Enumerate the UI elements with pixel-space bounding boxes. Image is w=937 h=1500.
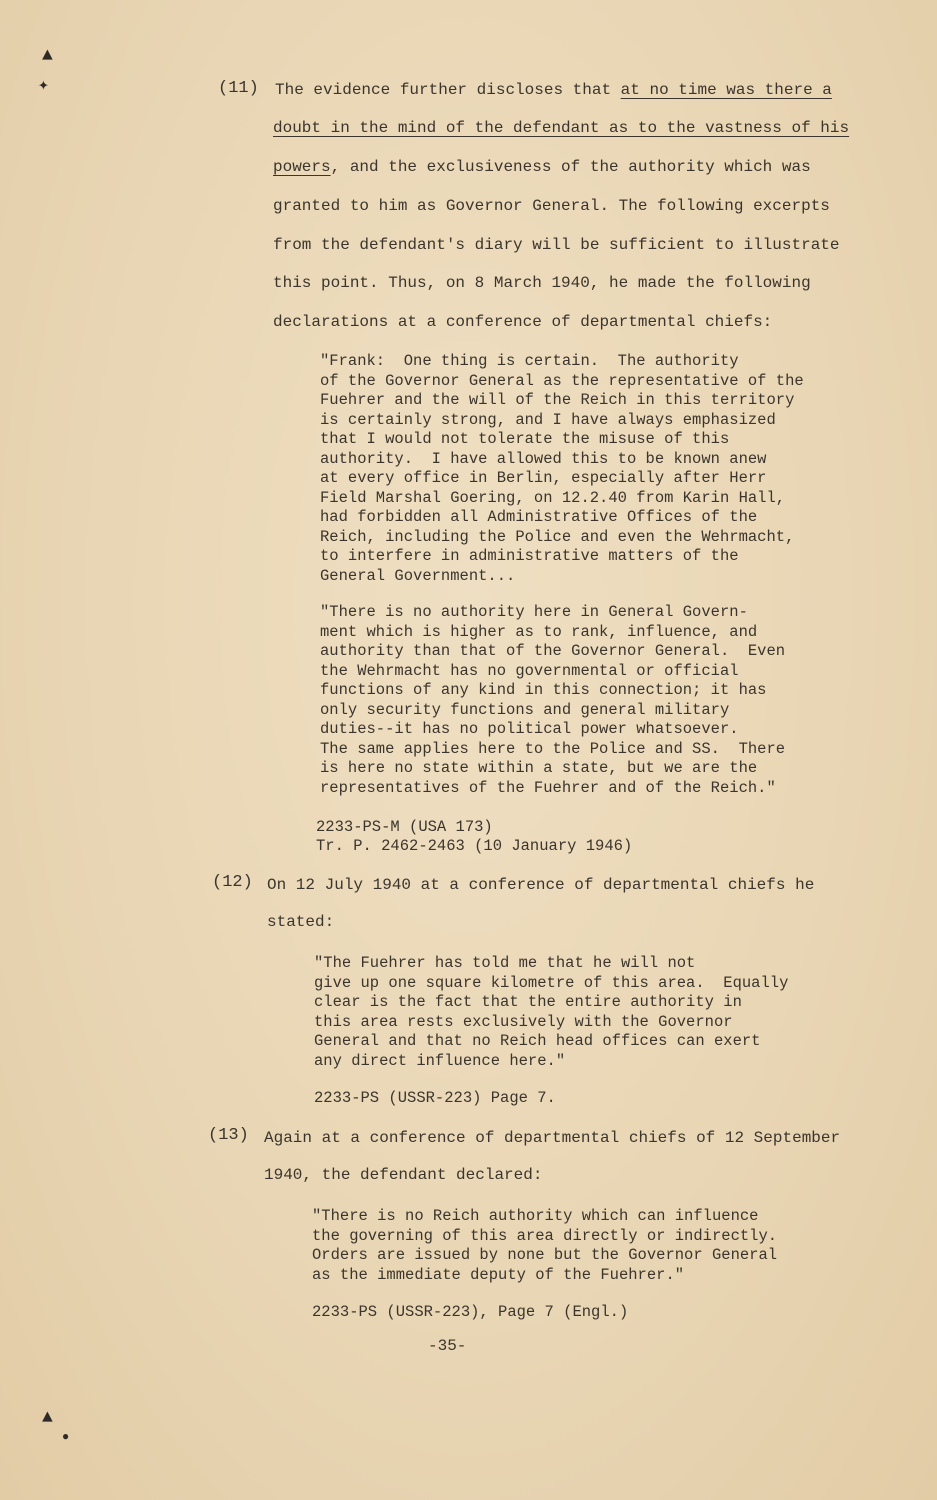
p12-quote: "The Fuehrer has told me that he will not give up one square kilometre of this area. Equally clear is the fact that the entire authority in this area rests exclusively with the Governor General and that no Reich head offices can exert any direct influence here." — [314, 954, 789, 1070]
p11-line-2: doubt in the mind of the defendant as to the vastness of his — [273, 119, 850, 137]
binding-mark-top-2: ✦ — [38, 76, 49, 96]
p11-quote-1: "Frank: One thing is certain. The authority of the Governor General as the representative of the Fuehrer and the will of the Reich in this territory is certainly strong, and I have always emphasized that I would not tolerate the misuse of this authority. I have allowed this to be known anew at every office in Berlin, especially after Herr Field Marshal Goering, on 12.2.40 from Karin Hall, had forbidden all Administrative Offices of the Reich, including the Police and even the Wehrmacht, to interfere in administrative matters of the General Government... — [320, 352, 804, 585]
binding-mark-bottom: ▲ — [42, 1408, 53, 1428]
p12-line-1: On 12 July 1940 at a conference of departmental chiefs he — [267, 876, 815, 894]
page-number: -35- — [428, 1337, 467, 1355]
p11-line-1-text: The evidence further discloses that — [275, 81, 621, 99]
p13-line-1: Again at a conference of departmental chiefs of 12 September — [264, 1129, 841, 1147]
paragraph-number-11: (11) — [218, 79, 259, 98]
p13-quote: "There is no Reich authority which can influence the governing of this area directly or indirectly. Orders are issued by none but the Governor General as the immediate deputy of the Fuehrer." — [312, 1207, 778, 1284]
p11-line-6: this point. Thus, on 8 March 1940, he made the following — [273, 274, 811, 292]
p11-line-1 — [275, 81, 832, 99]
p11-line-5: from the defendant's diary will be sufficient to illustrate — [273, 236, 840, 254]
p13-line-2: 1940, the defendant declared: — [264, 1166, 543, 1184]
p11-line-4: granted to him as Governor General. The following excerpts — [273, 197, 830, 215]
p11-citation: 2233-PS-M (USA 173) Tr. P. 2462-2463 (10 January 1946) — [316, 818, 633, 855]
p12-citation: 2233-PS (USSR-223) Page 7. — [314, 1089, 556, 1107]
p11-line-7: declarations at a conference of departmental chiefs: — [273, 313, 773, 331]
binding-mark-bottom-2: ● — [62, 1430, 70, 1444]
p11-quote-2: "There is no authority here in General Govern- ment which is higher as to rank, influence, and authority than that of the Governor General. Even the Wehrmacht has no governmental or official functions of any kind in this connection; it has only security functions and general military duties--it has no political power whatsoever. The same applies here to the Police and SS. There is here no state within a state, but we are the representatives of the Fuehrer and of the Reich." — [320, 603, 786, 797]
binding-mark-top: ▲ — [42, 46, 53, 66]
p11-line-1-underlined: at no time was there a — [620, 81, 832, 99]
p12-line-2: stated: — [267, 913, 335, 931]
p11-line-3-underlined: powers — [273, 158, 331, 176]
paragraph-number-13: (13) — [208, 1126, 249, 1145]
p13-citation: 2233-PS (USSR-223), Page 7 (Engl.) — [312, 1303, 629, 1321]
paragraph-number-12: (12) — [212, 873, 253, 892]
p11-line-3 — [273, 158, 811, 176]
p11-line-3-text: , and the exclusiveness of the authority which was — [330, 158, 811, 176]
